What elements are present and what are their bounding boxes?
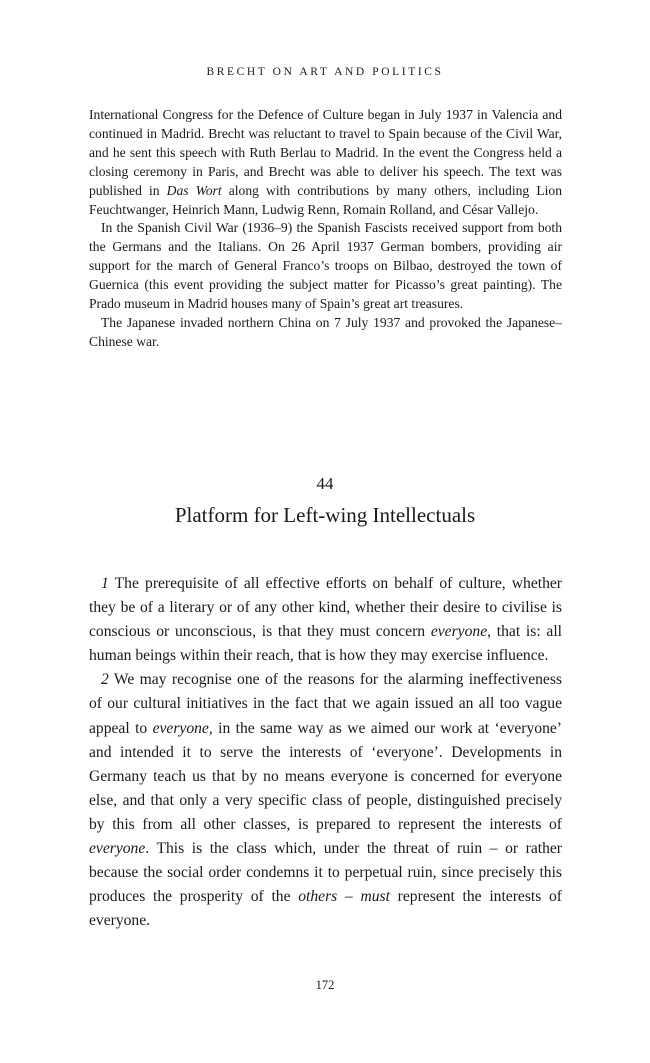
editorial-notes [89, 106, 562, 352]
italic-text: everyone [89, 840, 146, 858]
body-paragraph: 1 The prerequisite of all effective efforts on behalf of culture, whether they be of a literary or of any other kind, whether their desire to civilise is conscious or unconscious, is that they must concern everyone, that is: all human beings within their reach, that is how they may exercise influence. [89, 575, 562, 665]
note-paragraph: International Congress for the Defence of Culture began in July 1937 in Valencia and continued in Madrid. Brecht was reluctant to travel to Spain because of the Civil War, and he sent this speech with Ruth Berlau to Madrid. In the event the Congress held a closing ceremony in Paris, and Brecht was able to deliver his speech. The text was published in Das Wort along with contributions by many others, including Lion Feuchtwanger, Heinrich Mann, Ludwig Renn, Romain Rolland, and César Vallejo. [89, 107, 562, 217]
chapter-number: 44 [316, 474, 334, 493]
note-paragraph: The Japanese invaded northern China on 7 July 1937 and provoked the Japanese–Chinese war. [89, 314, 562, 349]
italic-text: others [298, 888, 338, 906]
italic-text: everyone [430, 623, 488, 641]
italic-text: everyone [152, 719, 209, 737]
running-head: BRECHT ON ART AND POLITICS [206, 66, 444, 78]
paragraph-number: 1 [101, 575, 109, 592]
italic-text: must [360, 888, 390, 906]
paragraph-number: 2 [101, 671, 109, 689]
body-paragraph: 2 We may recognise one of the reasons for the alarming ineffectiveness of our cultural initiatives in the fact that we again issued an all too vague appeal to everyone, in the same way as we aimed our work at ‘everyone’ and intended it to serve the interests of ‘everyone’. Developments in Germany teach us that by no means everyone is concerned for everyone else, and that only a very specific class of people, distinguished precisely by this from all other classes, is prepared to represent the interests of everyone. This is the class which, under the threat of ruin – or rather because the social order condemns it to perpetual ruin, since precisely this produces the prosperity of the others – must represent the interests of everyone. [89, 671, 563, 930]
italic-text: Das Wort [166, 182, 222, 198]
chapter-title: Platform for Left-wing Intellectuals [174, 503, 476, 527]
note-paragraph: In the Spanish Civil War (1936–9) the Spanish Fascists received support from both the Germans and the Italians. On 26 April 1937 German bombers, providing air support for the march of General Franco’s troops on Bilbao, destroyed the town of Guernica (this event providing the subject matter for Picasso’s great painting). The Prado museum in Madrid houses many of Spain’s great art treasures. [89, 220, 562, 312]
page-number: 172 [315, 978, 335, 992]
chapter-body [89, 572, 562, 933]
